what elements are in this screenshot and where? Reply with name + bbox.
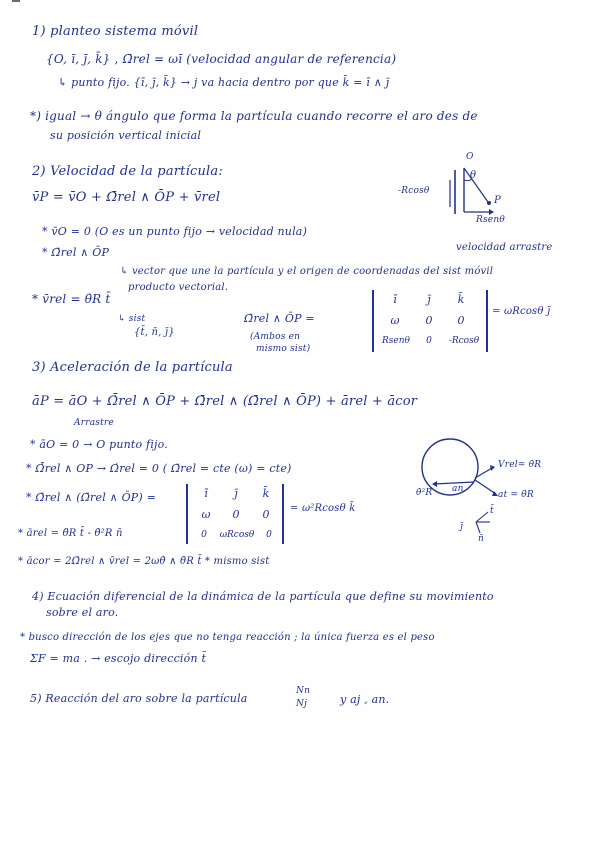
figure-1-label-rcos: -Rcosθ (398, 186, 430, 196)
figure-2-label-an: an (452, 484, 464, 494)
figure-2-label-j: j̄ (460, 522, 463, 532)
section-5-title: 5) Reacción del aro sobre la partícula (30, 692, 248, 705)
cross-product-rhs: = ωRcosθ j̄ (492, 306, 551, 317)
velocity-bullet-3-sub-1: ↳ sist (118, 314, 146, 324)
matrix-2-cell: 0 (266, 530, 272, 540)
figure-1-label-P: P (494, 195, 501, 206)
matrix-1-cell: k̄ (457, 293, 465, 306)
section-1-title: 1) planteo sistema móvil (32, 24, 199, 39)
velocity-bullet-3: * v̄rel = θ̇R t̄ (32, 292, 111, 306)
matrix-2-cell: j̄ (234, 487, 238, 500)
section-1-note-2: su posición vertical inicial (50, 129, 202, 142)
section-3-title: 3) Aceleración de la partícula (32, 360, 233, 375)
acceleration-bullet-4: * ārel = θ̈R t̄ - θ̇²R n̄ (18, 528, 123, 539)
cross-product-lhs: Ω̄rel ∧ ŌP = (244, 312, 315, 325)
section-5-rest: y aj , an. (340, 693, 390, 706)
matrix-1-cell: 0 (426, 336, 432, 346)
acceleration-bullet-5: * ācor = 2Ω̄rel ∧ v̄rel = 2ωθ̇ ∧ θ̇R t̄ * mismo sist (18, 556, 270, 567)
matrix-1-cell: 0 (425, 314, 433, 327)
matrix-1-cell: 0 (457, 314, 465, 327)
figure-2-label-vrel: Vrel= θ̇R (498, 460, 542, 470)
matrix-1-cell: j̄ (427, 293, 431, 306)
section-2-title: 2) Velocidad de la partícula: (32, 164, 223, 179)
section-4-bullet-2: ΣF = ma . → escojo dirección t̄ (30, 652, 207, 665)
velocity-drag-note: velocidad arrastre (456, 242, 553, 253)
matrix-2-cell: k̄ (262, 487, 270, 500)
acceleration-bullet-3-rhs: = ω²Rcosθ k̄ (290, 503, 356, 514)
figure-1-label-rsen: Rsenθ (476, 215, 505, 225)
figure-2-label-t: t̄ (490, 506, 494, 516)
section-1-line-2: ↳ punto fijo. {ī, j̄, k̄} → j va hacia dentro por que k̄ = ī ∧ j̄ (58, 76, 390, 89)
figure-1-label-theta: θ (470, 170, 477, 181)
matrix-1-cell: ω (390, 314, 400, 327)
section-1-note-1: *) igual → θ ángulo que forma la partícula cuando recorre el aro des de (30, 109, 478, 123)
section-4-title: 4) Ecuación diferencial de la dinámica de la partícula que define su movimiento (32, 590, 494, 603)
cross-product-note-1: (Ambos en (250, 332, 301, 342)
section-5-nn: Nn (296, 686, 311, 696)
acceleration-bullet-2: * Ω̇̄rel ∧ OP → Ω̇rel = 0 ( Ω̄rel = cte (ω) = cte) (26, 462, 292, 475)
figure-2-label-n: n̄ (478, 534, 484, 544)
figure-2-label-left: θ̇²R (416, 488, 433, 498)
matrix-1-cell: ī (393, 293, 397, 306)
matrix-2-cell: 0 (232, 508, 240, 521)
section-4-title-2: sobre el aro. (46, 606, 119, 619)
matrix-1-cell: -Rcosθ (448, 336, 480, 346)
acceleration-bullet-1: * āO = 0 → O punto fijo. (30, 438, 168, 451)
figure-1-label-O: O (466, 152, 474, 162)
velocity-bullet-3-sub-2: {t̄, n̄, j̄} (134, 327, 175, 338)
section-5-nj: Nj (296, 699, 308, 709)
velocity-bullet-2-sub-2: producto vectorial. (128, 282, 229, 293)
matrix-2-cell: ī (204, 487, 208, 500)
matrix-2-cell: 0 (201, 530, 207, 540)
matrix-2-cell: 0 (262, 508, 270, 521)
acceleration-equation: āP = āO + Ω̇̄rel ∧ ŌP + Ω̄rel ∧ (Ω̄rel ∧ ŌP) + ārel + ācor (32, 394, 418, 409)
section-4-bullet-1: * busco dirección de los ejes que no tenga reacción ; la única fuerza es el peso (20, 632, 435, 643)
velocity-bullet-2: * Ω̄rel ∧ ŌP (42, 246, 110, 259)
velocity-bullet-2-sub-1: ↳ vector que une la partícula y el origen de coordenadas del sist móvil (120, 266, 494, 277)
matrix-2-cell: ω (201, 508, 211, 521)
cross-product-note-2: mismo sist) (256, 344, 311, 354)
section-1-line-1: {O, ī, j̄, k̄} , Ω̄rel = ωī (velocidad angular de referencia) (46, 52, 397, 66)
acceleration-equation-sub: Arrastre (74, 418, 114, 428)
matrix-2-cell: ωRcosθ (219, 530, 255, 540)
velocity-bullet-1: * v̄O = 0 (O es un punto fijo → velocidad nula) (42, 225, 308, 238)
velocity-equation: v̄P = v̄O + Ω̄rel ∧ ŌP + v̄rel (32, 190, 221, 205)
acceleration-bullet-3: * Ω̄rel ∧ (Ω̄rel ∧ ŌP) = (26, 491, 157, 504)
matrix-1-cell: Rsenθ (382, 336, 410, 346)
figure-2-label-at: at = θ̈R (498, 490, 534, 500)
